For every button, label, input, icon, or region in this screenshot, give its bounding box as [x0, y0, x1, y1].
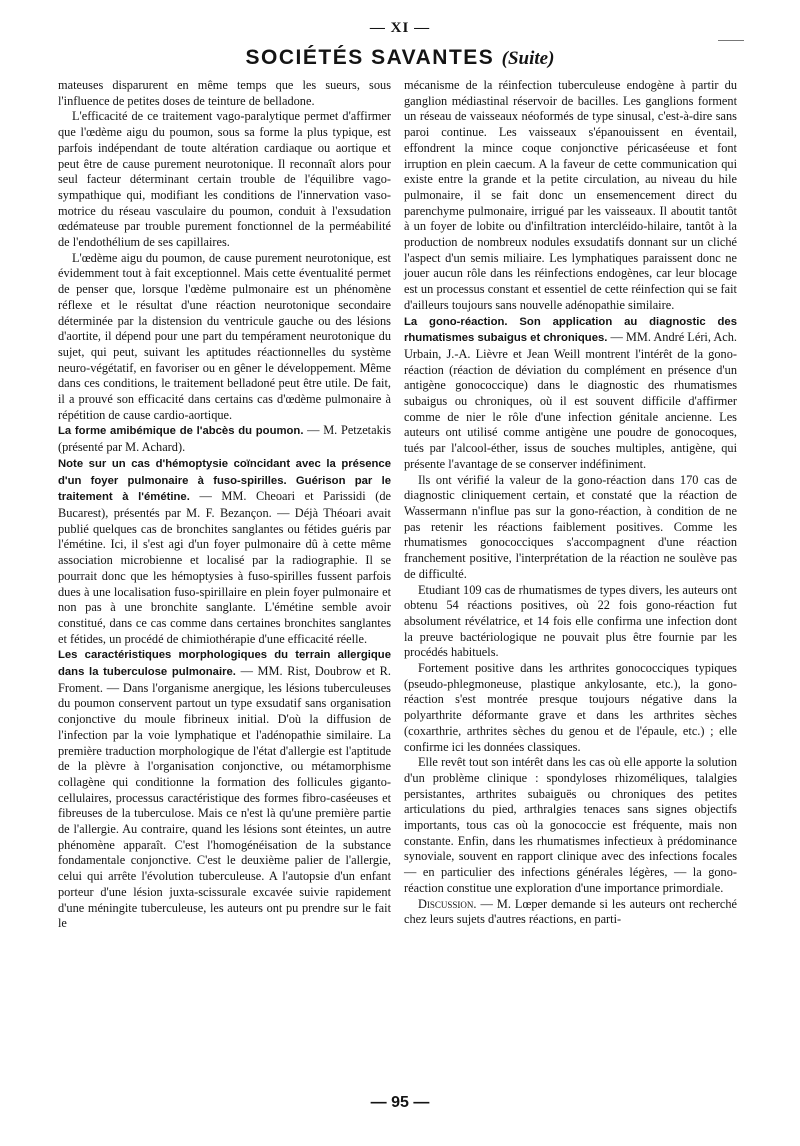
paragraph: mécanisme de la réinfection tuberculeuse endogène à partir du ganglion médiastinal réservoir de bacilles. Les ganglions forment un réseau de vaisseaux néoformés de type sinusal, c'est-à-dire sans paroi continue. Les vaisseaux s'épanouissent en éventail, effondrent la mince coque conjonctive péricaséeuse et font irruption en plein caecum. A la faveur de cette communication qui existe entre la grande et la petite circulation, au niveau du hile pulmonaire, il se fait donc un ensemencement direct du parenchyme pulmonaire, irrigué par les vaisseaux. Il aboutit tantôt à un foyer de lobite ou d'infiltration intercléido-hilaire, tantôt à la production de nombreux nodules exsudatifs donnant sur un cliché l'aspect d'un semis miliaire. Les lymphatiques paraissent donc ne jouer aucun rôle dans les réinfections endogènes, car leur blocage est un processus constant et essentiel de cette réinfection qui se fait d'ailleurs toujours sans nouvelle adénopathie similaire.	[404, 78, 737, 312]
byline: — MM. André Léri, Ach. Urbain, J.-A. Lièvre et Jean Weill	[404, 330, 738, 361]
byline: — M. Petzetakis (présenté par M. Achard).	[58, 423, 391, 455]
corner-rule-mark	[718, 40, 744, 41]
byline: — MM. Cheoari et Parissidi (de Bucarest), présentés par M. F. Bezançon.	[58, 489, 392, 520]
section-heading: Note sur un cas d'hémoptysie coïncidant avec la présence d'un foyer pulmonaire à fuso-spirilles. Guérison par le traitement à l'émétine.	[58, 457, 391, 504]
page-number: — 95 —	[370, 1094, 430, 1111]
left-column	[58, 78, 391, 932]
communication-body: — Déjà Théoari avait publié quelques cas de bronchites sanglantes ou fétides guéris par l'émétine. Ici, il s'est agi d'un foyer pulmonaire dû à cette même association microbienne et localisé par la radiographie. Il se pourrait donc que les hémoptysies à fuso-spirilles fussent parfois dues à une localisation fuso-spirillaire en plein foyer pulmonaire et non pas à une bronchite sanglante. L'émétine semble avoir constitué, dans ce cas comme dans certaines bronchites sanglantes et fétides, un procédé de chimiothérapie d'une efficacité réelle.	[58, 505, 391, 646]
paragraph: Etudiant 109 cas de rhumatismes de types divers, les auteurs ont obtenu 54 réactions positives, où 22 fois gono-réaction fut absolument révélatrice, et 14 fois elle confirma une infection dont la preuve bactériologique ne pouvait plus être fournie par les procédés habituels.	[404, 582, 737, 660]
discussion-text: — M. Lœper demande si les auteurs ont recherché chez leurs sujets d'autres réactions, en parti-	[404, 896, 737, 927]
folio-roman-numeral: — XI —	[369, 20, 431, 36]
section-heading: La forme amibémique de l'abcès du poumon.	[58, 425, 304, 438]
discussion-label: Discussion.	[418, 896, 477, 911]
section-title-suite: (Suite)	[501, 48, 555, 69]
communication-body: montrent l'intérêt de la gono-réaction (réaction de déviation du complément en présence d'un antigène gonococcique) dans le diagnostic des rhumatismes subaigus ou chroniques, où il est souvent difficile d'affirmer comme de nier le rôle d'une infection génitale ancienne. Les auteurs ont utilisé comme antigène une poudre de gonocoques, tués par l'alcool-éther, issus de souches multiples, antigène, qui présente l'avantage de se conserver indéfiniment.	[404, 346, 737, 471]
paragraph: mateuses disparurent en même temps que les sueurs, sous l'influence de petites doses de teinture de belladone.	[58, 78, 391, 108]
running-head	[0, 46, 800, 70]
paragraph: Fortement positive dans les arthrites gonococciques typiques (pseudo-phlegmoneuse, plastique ankylosante, etc.), la gono-réaction s'est montrée presque toujours négative dans la polyarthrite déformante grave et dans les arthrites sèches (coxarthrie, arthrites sèches du genou et de l'épaule, etc.) ; elle confirme ici les données classiques.	[404, 661, 737, 754]
communication-body: — Dans l'organisme anergique, les lésions tuberculeuses du poumon conservent partout un type exsudatif sans organisation conjonctive du moule fibrineux initial. D'où la diffusion de l'infection par la voie lymphatique et l'adénopathie similaire. La première traduction morphologique de l'état d'allergie est l'aptitude de la plèvre à l'organisation conjonctive, ou métamorphisme collagène qui conditionne la formation des follicules giganto-cellulaires, processus caractéristique des formes fibro-caséeuses et fibreuses de la tuberculose. Mais ce n'est là qu'une première partie de l'allergie. Au contraire, quand les lésions sont éteintes, un autre phénomène apparaît. C'est l'homogénéisation de la substance fondamentale conjonctive. C'est le deuxième palier de l'allergie, celui qui arrête l'évolution tuberculeuse. A l'autopsie d'un enfant porteur d'une lésion juxta-scissurale excavée suivie rapidement d'une méningite tuberculeuse, les auteurs ont pu prendre sur le fait le	[58, 680, 391, 931]
section-title: SOCIÉTÉS SAVANTES	[245, 46, 495, 69]
section-heading: Les caractéristiques morphologiques du terrain allergique dans la tuberculose pulmonaire.	[58, 649, 391, 679]
paragraph: L'efficacité de ce traitement vago-paralytique permet d'affirmer que l'œdème aigu du poumon, sous sa forme la plus typique, est parfois indépendant de toute altération cardiaque ou aortique et peut être de cause purement neurotonique. Il reconnaît alors pour seul facteur déterminant certain trouble de l'équilibre vago-sympathique qui, modifiant les conditions de l'innervation vaso-motrice du réseau vasculaire du poumon, conduit à l'exsudation œdémateuse par trouble purement fonctionnel de la perméabilité de l'endothélium de ses capillaires.	[58, 109, 391, 250]
section-heading: La gono-réaction. Son application au diagnostic des rhumatismes subaigus et chroniques.	[404, 315, 737, 345]
discussion-paragraph	[404, 897, 737, 928]
right-column	[404, 78, 737, 928]
paragraph: Elle revêt tout son intérêt dans les cas où elle apporte la solution d'un problème clinique : spondyloses rhizoméliques, talalgies persistantes, arthrites subaiguës ou chroniques des petites articulations du pied, arthralgies tenaces sans signes objectifs importants, tous cas où la gonococcie est fréquente, mais non constante. Enfin, dans les rhumatismes infectieux à prédominance synoviale, souvent en rapport clinique avec des infections focales — en particulier des infections générales légères, — la gono-réaction constitue une exploration d'une importance primordiale.	[404, 755, 737, 895]
paragraph: L'œdème aigu du poumon, de cause purement neurotonique, est évidemment tout à fait exceptionnel. Mais cette éventualité permet de penser que, lorsque l'œdème pulmonaire est un phénomène réflexe et le résultat d'une réaction neurotonique secondaire déterminée par la distension du ventricule gauche ou des lésions d'aortite, il dépend pour une part du tempérament neurotonique du sujet, qui peut, suivant les aptitudes réactionnelles du système neuro-végétatif, en favoriser ou en gêner le développement. Même dans ces conditions, le traitement belladoné peut être utile. De fait, il a prouvé son efficacité dans certains cas d'œdème pulmonaire à répétition de cause cardio-aortique.	[58, 250, 391, 422]
paragraph: Ils ont vérifié la valeur de la gono-réaction dans 170 cas de diagnostic cliniquement certain, et constaté que la réaction de Wassermann n'influe pas sur la gono-réaction, à condition de ne pas retenir les réactions faiblement positives. Comme les rhumatismes gonococciques s'accompagnent d'une réaction franchement positive, l'interprétation de la réaction ne soulève pas de difficulté.	[404, 472, 737, 581]
byline: — MM. Rist, Doubrow et R. Froment.	[58, 664, 391, 695]
